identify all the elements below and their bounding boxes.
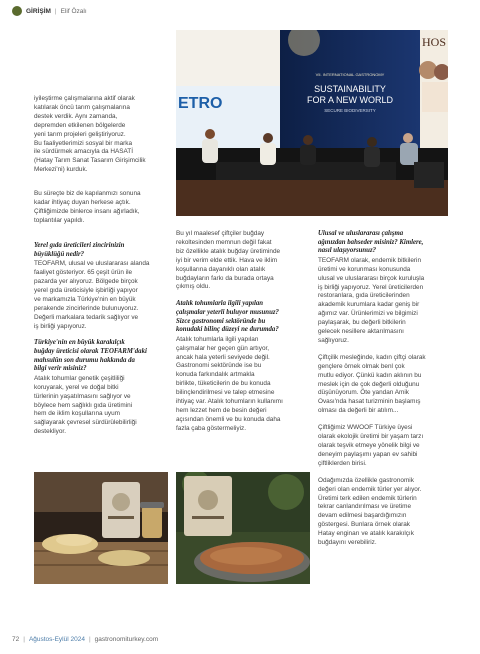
- column-1-intro: [34, 95, 168, 175]
- question: Atalık tohumlarla ilgili yapılan çalışmalar yeterli buluyor musunuz? Sizce gastronomi sektöründe bu konudaki bilinç düzeyi ne durumda?: [176, 300, 279, 334]
- answer: Atalık tohumlar genetik çeşitliliği koruyarak, yerel ve doğal bitki türlerinin yaşatılmasını sağlıyor ve böylece hem sağlıklı gıda üretimini hem de iklim koşullarına uyum sağlayarak çevresel sürdürülebilirliği destekliyor.: [34, 374, 137, 436]
- screen-left-text: ETRO: [178, 95, 223, 112]
- paragraph: Bu yıl maalesef çiftçiler buğday rekoltesinden memnun değil fakat biz özellikle atalık buğday üretiminde iyi bir verim elde ettik. Hava ve iklim koşullarına dayanıklı olan atalık buğdayların farkı da burada ortaya çıkmış oldu.: [176, 230, 281, 291]
- website-link[interactable]: gastronomiturkey.com: [94, 636, 159, 643]
- issue-date: Ağustos-Eylül 2024: [28, 636, 85, 643]
- paragraph: Odağımızda özellikle gastronomik değeri olan endemik türler yer alıyor. Üretimi terk edilen endemik türlerin tekrar canlandırılması ve üretime devam edilmesi başardığımızın göstergesi. Bunlara örnek olarak Hatay enginarı ve atalık karakılçık buğdayını verebiliriz.: [318, 476, 422, 547]
- section-header: GİRİŞİM | Elif Özalı: [12, 6, 87, 16]
- answer: Atalık tohumlarla ilgili yapılan çalışmalar her geçen gün artıyor, ancak hala yeterli seviyede değil. Gastronomi sektöründe ise bu konuda farkındalık artmakla birlikte, tüketicilerin de bu konuda bilinçlendirilmesi ve talep etmesine ihtiyaç var. Atalık tohumların kullanımı hem lezzet hem de besin değeri açısından önemli ve bu konuda daha fazla çaba göstermeliyiz.: [176, 335, 283, 432]
- paragraph: iyileştirme çalışmalarına aktif olarak katılarak öncü tarım çalışmalarına destek verdik. Aynı zamanda, depremden etkilenen bölgelerde yeni tarım projeleri geliştiriyoruz. Bu faaliyetlerimizi sosyal bir marka ile sürdürmek amacıyla da HASATİ (Hatay Tarım Sanat Tasarım Girişimcilik Merkezi'ni) kurduk.: [34, 95, 146, 174]
- column-1-paragraph-2: [34, 190, 168, 226]
- product-photo-1: [34, 472, 168, 584]
- screen-line-3: SECURE BIODIVERSITY: [324, 108, 376, 113]
- section-name: GİRİŞİM: [26, 7, 51, 15]
- page-number: 72: [12, 636, 20, 643]
- paragraph: Çiftliğimiz WWOOF Türkiye üyesi olarak ekolojik üretimi bir yaşam tarzı olarak teşvik etmeye yönelik bilgi ve deneyim paylaşımı yapan ev sahibi çiftliklerden birisi.: [318, 424, 424, 467]
- screen-right-text: HOS: [422, 35, 447, 49]
- hero-photo: [176, 30, 448, 216]
- screen-line-1: SUSTAINABILITY: [314, 84, 386, 94]
- page-footer: 72 | Ağustos-Eylül 2024 | gastronomiturkey.com: [12, 636, 159, 643]
- screen-line-2: FOR A NEW WORLD: [306, 95, 394, 105]
- paragraph: Çiftçilik mesleğinde, kadın çiftçi olarak gençlere örnek olmak benl çok mutlu ediyor. Çünkü kadın aklının bu meslek için de çok değerli olduğunu düşünüyorum. Öte yandan Amik Ovası'nda hasat turizminin başlamış olması da değerli bir atılım...: [318, 353, 426, 415]
- question: Yerel gıda üreticileri zincirinizin büyüklüğü nedir?: [34, 242, 125, 258]
- paragraph: Bu süreçte biz de kapılanmızı sonuna kadar ihtiyaç duyan herkese açtık. Çiftliğimizde binlerce insanı ağırladık, toplantılar yapıldı.: [34, 190, 141, 224]
- question: Türkiye'nin en büyük karakılçık buğday üreticisi olarak TEOFARM'daki mahsulün son durumu hakkında da bilgi verir misiniz?: [34, 339, 147, 373]
- answer: TEOFARM olarak, endemik bitkilerin üretimi ve korunması konusunda ulusal ve uluslararası birçok kuruluşla iş birliği yapıyoruz. Yerel üreticilerden restoranlara, gıda üreticilerinden akademik kurumlara kadar geniş bir ağımız var. Ürünlerimizi ve bilgimizi paylaşarak, bu değerli bitkilerin gelecek nesillere aktarılmasını sağlıyoruz.: [318, 256, 425, 344]
- author-name: Elif Özalı: [60, 7, 87, 15]
- column-3: [318, 230, 448, 548]
- question: Ulusal ve uluslararası çalışma ağınızdan bahseder misiniz? Kimlere, nasıl ulaşıyorsunuz?: [318, 230, 424, 255]
- column-2: [176, 230, 310, 434]
- column-1-qa: [34, 242, 168, 437]
- leaf-icon: [12, 6, 22, 16]
- screen-line-0: VII. INTERNATIONAL GASTRONOMY: [315, 72, 385, 77]
- answer: TEOFARM, ulusal ve uluslararası alanda faaliyet gösteriyor. 65 çeşit ürün ile pazarda yer alıyoruz. Bölgede birçok yerel gıda üreticisiyle işbirliği yapıyor ve markamızla Türkiye'nin en büyük perakende zincirlerinde bulunuyoruz. Değerli markalara tedarik sağlıyor ve iş birliği yapıyoruz.: [34, 260, 150, 330]
- product-photo-2: [176, 472, 310, 584]
